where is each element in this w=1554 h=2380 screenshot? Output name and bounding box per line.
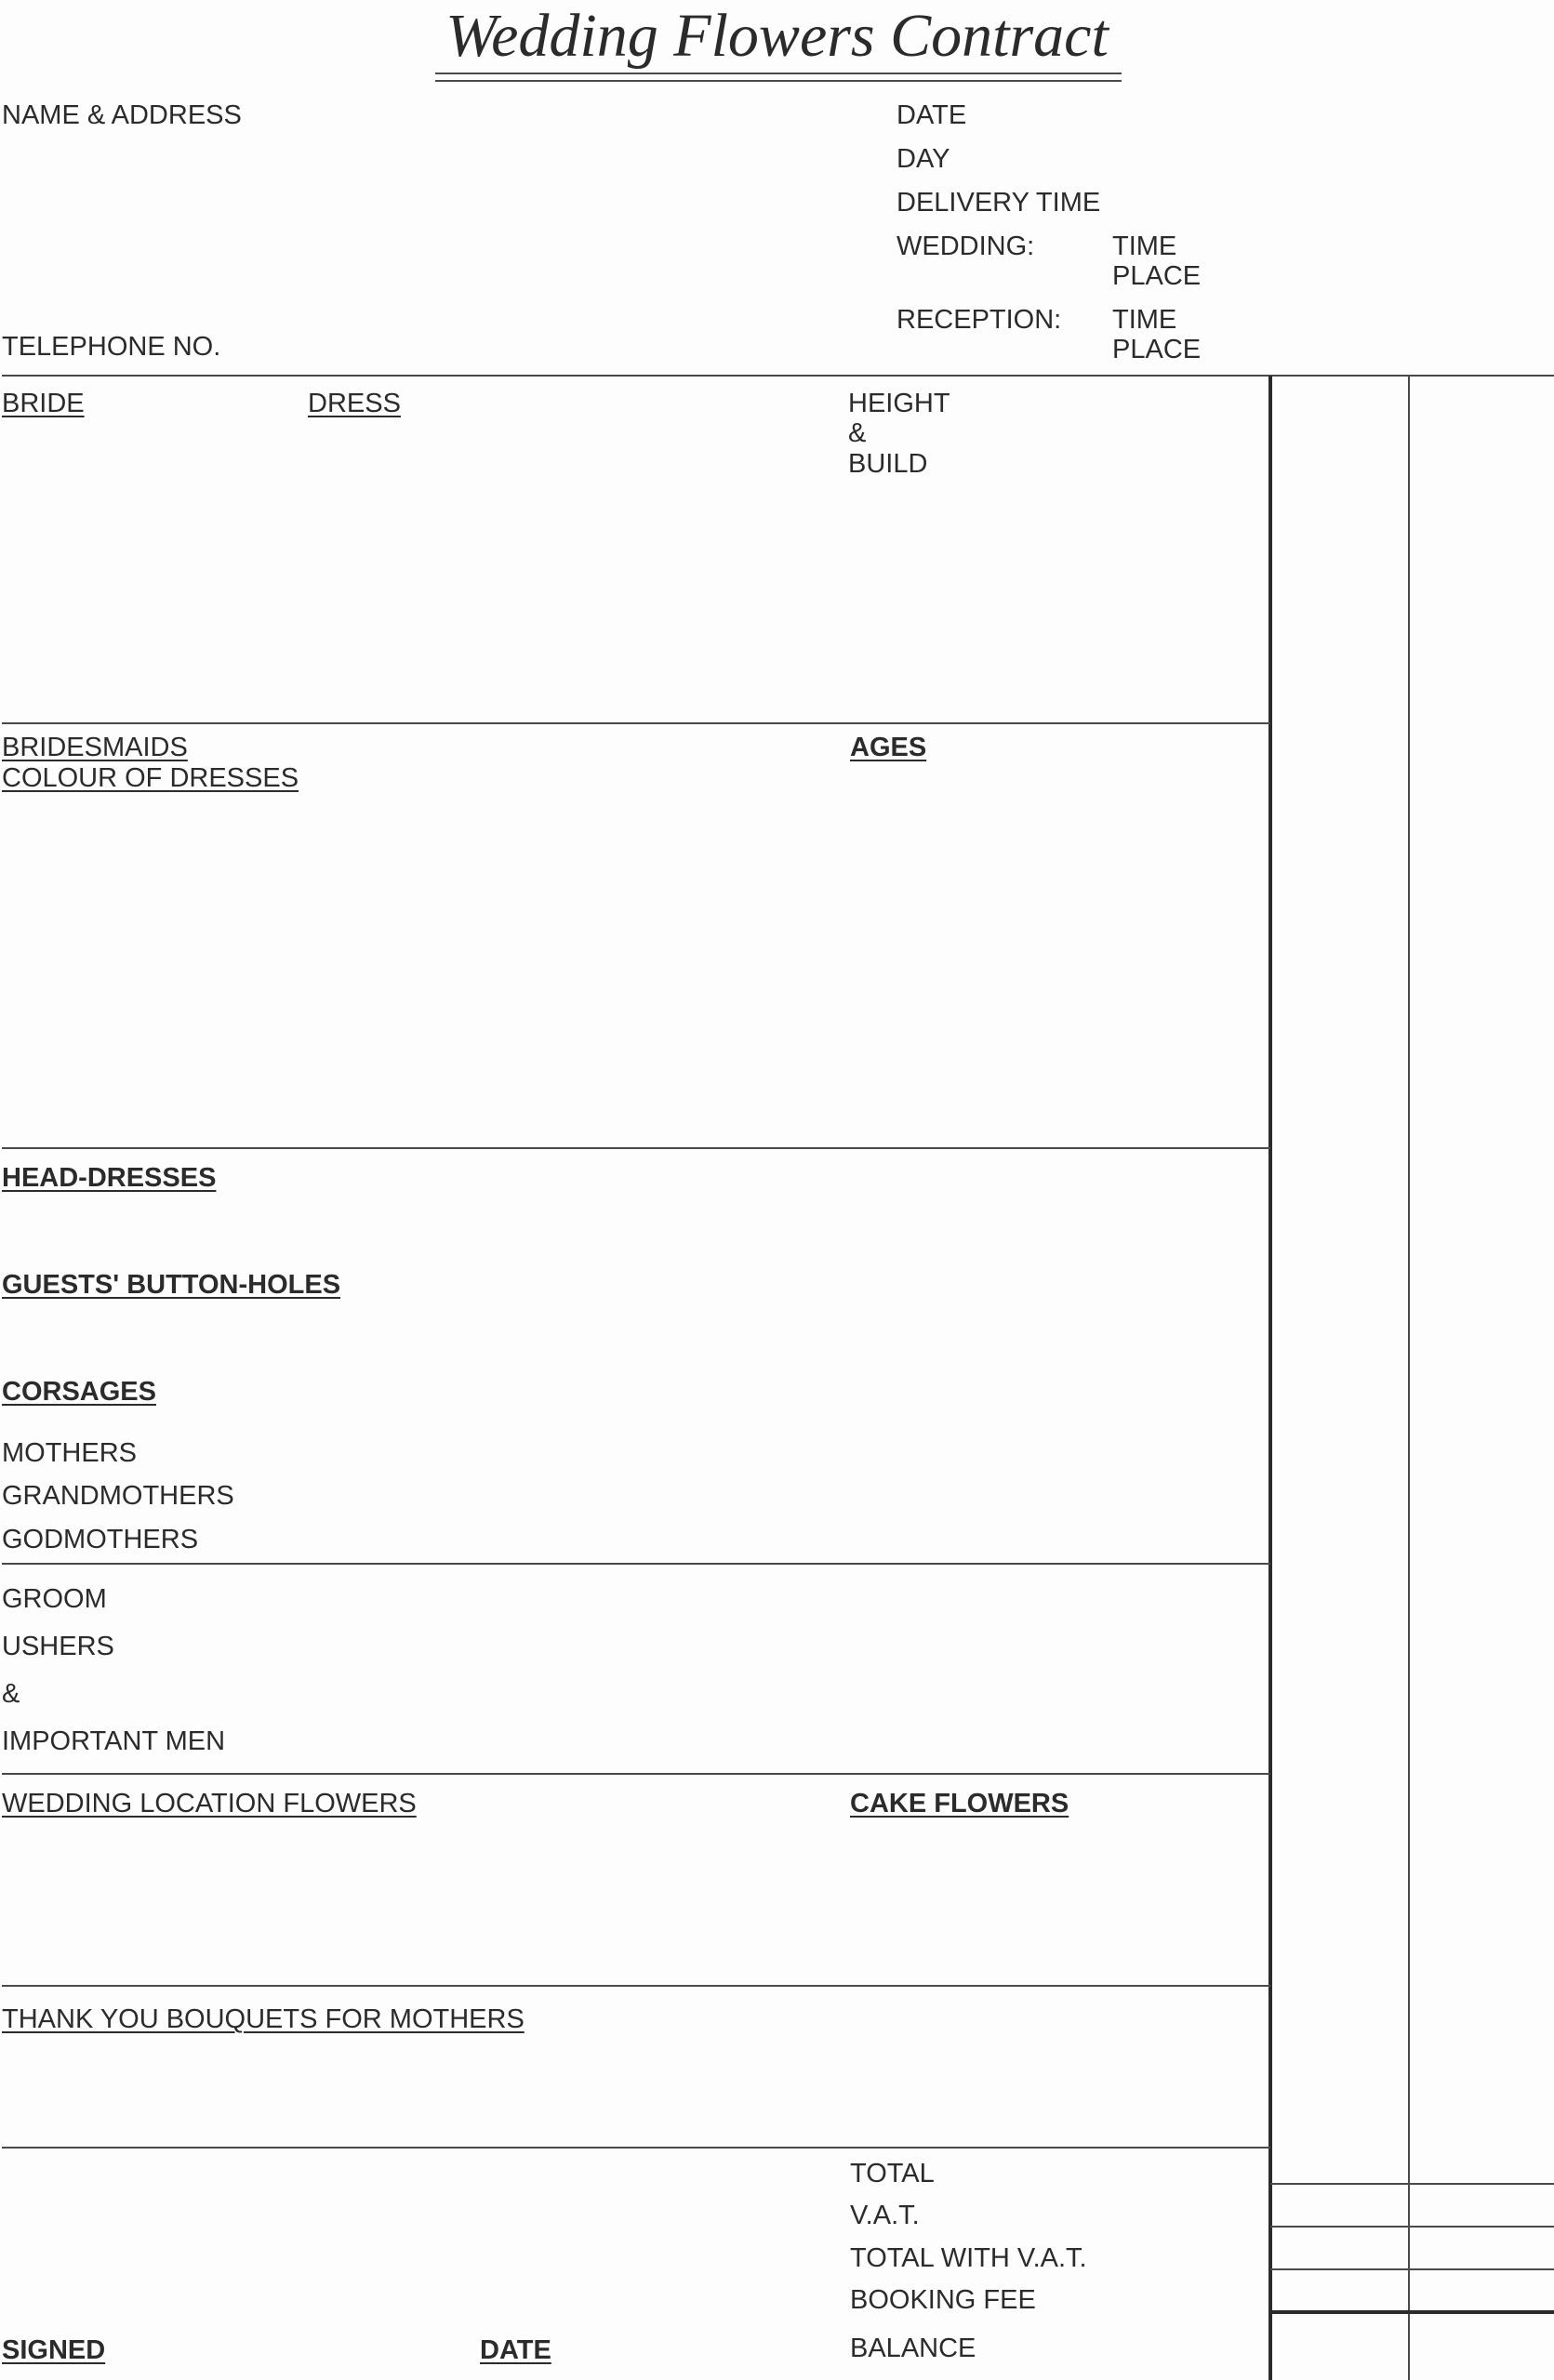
height-label: HEIGHT [848, 389, 950, 418]
wedding-time-label: TIME [1112, 231, 1177, 261]
bridesmaids-label: BRIDESMAIDS [2, 733, 188, 762]
colour-of-dresses-label: COLOUR OF DRESSES [2, 763, 299, 793]
location-section-divider [2, 1985, 1270, 1987]
godmothers-label: GODMOTHERS [2, 1525, 199, 1554]
day-label: DAY [897, 144, 950, 174]
bridesmaids-section-divider [2, 1147, 1270, 1149]
signed-label: SIGNED [2, 2335, 106, 2365]
corsages-label: CORSAGES [2, 1377, 156, 1407]
page-title: Wedding Flowers Contract [445, 2, 1109, 70]
reception-label: RECEPTION: [897, 305, 1062, 335]
price-column-divider [1408, 376, 1410, 2380]
important-men-label: IMPORTANT MEN [2, 1726, 226, 1756]
height-build-ampersand: & [848, 418, 867, 448]
telephone-label: TELEPHONE NO. [2, 332, 221, 362]
ushers-label: USHERS [2, 1632, 114, 1661]
groom-label: GROOM [2, 1584, 107, 1614]
bride-label: BRIDE [2, 389, 85, 418]
price-row-booking-fee [1270, 2310, 1554, 2314]
grandmothers-label: GRANDMOTHERS [2, 1481, 234, 1511]
wedding-place-label: PLACE [1112, 261, 1202, 291]
men-section-divider [2, 1773, 1270, 1775]
total-with-vat-label: TOTAL WITH V.A.T. [850, 2243, 1087, 2273]
reception-place-label: PLACE [1112, 335, 1202, 364]
head-dresses-label: HEAD-DRESSES [2, 1163, 217, 1193]
ages-label: AGES [850, 733, 927, 762]
thank-you-bouquets-label: THANK YOU BOUQUETS FOR MOTHERS [2, 2004, 525, 2034]
build-label: BUILD [848, 449, 928, 479]
delivery-time-label: DELIVERY TIME [897, 188, 1101, 218]
reception-time-label: TIME [1112, 305, 1177, 335]
ushers-ampersand: & [2, 1679, 20, 1709]
date-label: DATE [897, 100, 967, 130]
header-divider [2, 375, 1554, 377]
bride-section-divider [2, 722, 1270, 724]
signature-date-label: DATE [480, 2335, 551, 2365]
price-row-total-vat [1270, 2268, 1554, 2270]
wedding-location-flowers-label: WEDDING LOCATION FLOWERS [2, 1789, 417, 1818]
guests-button-holes-label: GUESTS' BUTTON-HOLES [2, 1270, 341, 1300]
price-column-left-border [1268, 376, 1272, 2380]
vat-label: V.A.T. [850, 2201, 920, 2230]
thank-you-section-divider [2, 2147, 1270, 2149]
wedding-label: WEDDING: [897, 231, 1035, 261]
balance-label: BALANCE [850, 2334, 976, 2363]
total-label: TOTAL [850, 2159, 935, 2188]
price-row-total [1270, 2183, 1554, 2185]
booking-fee-label: BOOKING FEE [850, 2285, 1036, 2315]
mothers-label: MOTHERS [2, 1438, 137, 1468]
title-rule-2 [435, 80, 1122, 82]
title-rule-1 [435, 73, 1122, 74]
name-address-label: NAME & ADDRESS [2, 100, 242, 130]
cake-flowers-label: CAKE FLOWERS [850, 1789, 1069, 1818]
dress-label: DRESS [308, 389, 401, 418]
price-row-vat [1270, 2226, 1554, 2228]
accessories-section-divider [2, 1563, 1270, 1565]
